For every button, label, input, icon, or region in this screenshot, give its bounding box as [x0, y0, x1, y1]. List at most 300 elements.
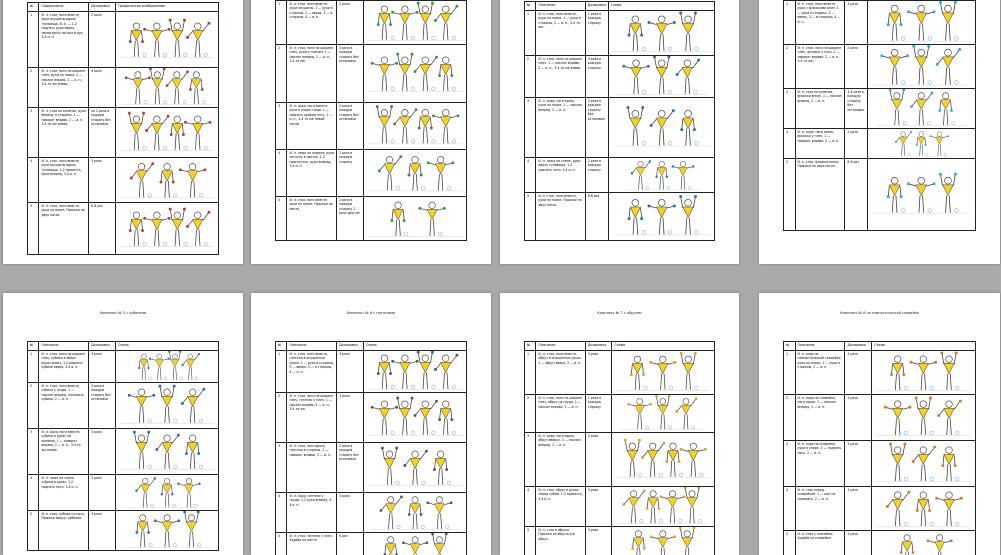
exercise-figure	[650, 356, 677, 390]
exercise-sketch	[612, 433, 714, 486]
exercise-sketch	[872, 351, 975, 394]
row-number: 1	[784, 351, 796, 395]
exercise-figure	[680, 352, 698, 390]
exercise-dosage: 2 раза в каждую сторону без остановки	[337, 443, 364, 493]
exercise-figure	[910, 356, 938, 390]
exercise-sketch	[116, 108, 218, 157]
exercise-figure	[671, 161, 694, 189]
exercise-figure	[381, 447, 400, 485]
exercise-figure	[632, 531, 649, 555]
table-row	[784, 395, 976, 441]
row-number: 4	[28, 158, 39, 203]
column-header: Дозировка	[89, 342, 116, 351]
exercise-sketch	[612, 395, 714, 432]
exercise-figure	[128, 389, 155, 423]
exercise-figure	[417, 2, 436, 40]
exercise-figure	[154, 515, 180, 547]
table-row	[276, 443, 467, 493]
exercise-dosage: 6-8 раз	[89, 203, 116, 255]
row-number: 2	[28, 383, 39, 429]
table-row	[784, 159, 976, 231]
table-row	[525, 98, 715, 158]
exercise-description: И. п. стоя, ноги на ширине плеч. 1 — наклон вправо, 2 — и. п., 3-4 то же влево.	[536, 56, 585, 98]
column-header: Описание	[536, 342, 585, 351]
row-number: 3	[276, 443, 287, 493]
exercise-figure	[881, 49, 910, 84]
exercise-figure	[145, 115, 169, 150]
exercise-figure	[916, 132, 928, 156]
table-row	[28, 108, 219, 158]
exercise-sketch	[612, 527, 714, 555]
exercise-figure	[418, 202, 445, 236]
exercise-figure	[393, 108, 417, 143]
table-row	[276, 1, 467, 45]
exercise-table	[524, 341, 715, 555]
exercise-sketch-cell	[608, 11, 714, 56]
exercise-sketch-cell	[363, 351, 466, 393]
exercise-sketch	[364, 103, 466, 149]
exercise-dosage: 6 раз	[337, 533, 364, 555]
exercise-sketch	[116, 429, 218, 474]
exercise-figure	[432, 109, 459, 143]
table-row	[784, 351, 976, 395]
column-header: Описание	[287, 342, 337, 351]
exercise-figure	[143, 23, 170, 57]
exercise-sketch	[364, 197, 466, 240]
exercise-figure	[149, 354, 170, 380]
table-row	[525, 56, 715, 98]
exercise-description: И. п. сидя, ноги вместе, кубики в руках на коленях. 1 — поворот вправо, 2 — и. п., 3-4 то же влево.	[39, 429, 89, 475]
exercise-sketch-cell	[612, 433, 715, 487]
exercise-figure	[396, 53, 415, 91]
exercise-figure	[408, 497, 425, 529]
exercise-figure	[675, 59, 699, 94]
exercise-sketch	[872, 441, 975, 486]
column-header: Дозировка	[337, 342, 364, 351]
exercise-figure	[391, 355, 418, 389]
row-number: 2	[525, 56, 536, 98]
exercise-figure	[941, 352, 960, 390]
exercise-figure	[426, 497, 452, 529]
exercise-description: И. п. стоя, ноги вместе, кубики у груди. 1 — наклон вперед, положить кубики, 2 — и. п.	[39, 383, 89, 429]
exercise-figure	[133, 431, 152, 469]
exercise-sketch-cell	[363, 1, 466, 45]
column-header: Схема	[612, 342, 715, 351]
exercise-figure	[653, 56, 672, 94]
exercise-sketch	[116, 203, 218, 254]
table-row	[525, 193, 715, 241]
exercise-figure	[128, 112, 147, 150]
row-number: 1	[28, 351, 39, 383]
exercise-description: И. п. стоя, ноги вместе, гантели в опущенных руках. 1 — руки в стороны, 2 — вверх, 3 — в стороны, 4 — и. п.	[287, 351, 337, 393]
exercise-figure	[630, 160, 650, 189]
exercise-figure	[396, 397, 415, 435]
page-header: Комплекс № 7 с обручем	[500, 311, 739, 316]
exercise-figure	[630, 356, 647, 390]
table-row	[784, 89, 976, 129]
table-row	[525, 351, 715, 395]
exercise-figure	[647, 199, 675, 234]
exercise-figure	[407, 156, 425, 190]
exercise-description: И. п. стоя, ноги вместе, руки на поясе. Прыжки на двух ногах.	[39, 203, 89, 255]
row-number: 3	[28, 429, 39, 475]
column-header: Описание	[536, 2, 585, 11]
exercise-figure	[383, 537, 400, 555]
exercise-dosage: 3 раза	[585, 433, 612, 487]
exercise-figure	[431, 533, 449, 555]
table-row	[525, 11, 715, 56]
row-number: 2	[28, 68, 39, 108]
row-number: 4	[28, 475, 39, 511]
exercise-sketch	[116, 511, 218, 550]
table-row	[28, 383, 219, 429]
exercise-figure	[930, 132, 949, 156]
column-header: Дозировка	[585, 2, 608, 11]
row-number: 4	[525, 487, 536, 527]
exercise-sketch	[364, 533, 466, 555]
document-page	[3, 293, 243, 555]
exercise-table	[275, 0, 467, 241]
table-row	[28, 158, 219, 203]
table-row	[784, 441, 976, 487]
exercise-dosage: 2 раза	[89, 12, 116, 68]
row-number: 5	[28, 511, 39, 551]
exercise-sketch	[868, 89, 975, 128]
exercise-figure	[626, 106, 645, 145]
exercise-figure	[433, 451, 451, 485]
column-header: Графическое изображение	[115, 3, 218, 12]
exercise-description: И. п. лежа на животе, руки согнуты в локтях. 1-2 прогнуться, руки вперед, 3-4 и. п.	[287, 150, 337, 197]
exercise-figure	[887, 5, 905, 40]
exercise-sketch-cell	[363, 103, 466, 150]
exercise-sketch-cell	[363, 197, 466, 241]
exercise-dosage: 3 раза	[845, 531, 872, 555]
exercise-figure	[413, 56, 437, 91]
exercise-sketch-cell	[363, 393, 466, 443]
exercise-sketch	[116, 351, 218, 382]
exercise-figure	[185, 435, 203, 469]
row-number: 1	[525, 351, 536, 395]
table-header-row	[525, 342, 715, 351]
exercise-figure	[676, 397, 698, 429]
exercise-figure	[417, 351, 436, 389]
document-page	[251, 0, 491, 264]
table-row	[28, 429, 219, 475]
exercise-dosage: 2 раза в каждую сторону без остановки	[337, 103, 364, 150]
exercise-sketch-cell	[872, 441, 976, 487]
exercise-figure	[927, 535, 953, 555]
document-page	[500, 0, 739, 264]
exercise-sketch-cell	[363, 443, 466, 493]
table-row	[784, 1, 976, 45]
exercise-figure	[438, 57, 456, 91]
exercise-dosage: 3 раза	[845, 351, 872, 395]
exercise-dosage: 4 раза	[89, 68, 116, 108]
exercise-figure	[646, 491, 663, 523]
table-row	[28, 351, 219, 383]
exercise-description: И. п. стоя у скамейки. Ходьба по скамейке.	[795, 531, 845, 555]
exercise-sketch	[609, 98, 714, 157]
table-row	[276, 150, 467, 197]
exercise-sketch-cell	[115, 383, 218, 429]
exercise-dosage: 3 раза	[337, 351, 364, 393]
exercise-figure	[377, 6, 395, 40]
row-number: 2	[276, 393, 287, 443]
exercise-figure	[434, 5, 458, 40]
exercise-description: И. п. стоя, ноги вместе, руки на поясе. 1 — руки в стороны, 2 — и. п., 3-4 то же.	[536, 11, 585, 56]
exercise-figure	[655, 161, 670, 189]
exercise-figure	[627, 199, 645, 234]
exercise-sketch-cell	[868, 45, 976, 89]
exercise-figure	[130, 162, 154, 197]
exercise-description: И. п. стоя, ноги вместе, обруч в опущенных руках. 1 — обруч вверх, 2 — и. п.	[536, 351, 585, 395]
exercise-description: И. п. стоя, ноги на ширине плеч, гантели у плеч. 1 — наклон вправо, 2 — и. п., 3-4 то же.	[287, 393, 337, 443]
table-row	[28, 68, 219, 108]
exercise-sketch-cell	[612, 487, 715, 527]
exercise-figure	[169, 208, 188, 246]
exercise-figure	[886, 491, 910, 526]
exercise-sketch	[364, 351, 466, 392]
exercise-figure	[913, 45, 932, 85]
exercise-description: И. п. стоя, кубики на полу. Прыжки вокруг кубиков.	[39, 511, 89, 551]
exercise-figure	[413, 400, 437, 435]
exercise-sketch-cell	[612, 351, 715, 395]
exercise-description: И. п. стоя в обруче. Прыжки из обруча и в обруч.	[536, 527, 585, 555]
exercise-figure	[623, 490, 646, 524]
exercise-figure	[149, 68, 167, 104]
exercise-figure	[938, 400, 962, 435]
exercise-figure	[649, 109, 674, 145]
exercise-sketch	[868, 159, 975, 230]
exercise-sketch-cell	[868, 129, 976, 159]
exercise-figure	[129, 212, 147, 246]
exercise-figure	[390, 202, 408, 236]
exercise-figure	[907, 177, 936, 212]
exercise-sketch	[364, 150, 466, 196]
table-row	[276, 45, 467, 103]
exercise-sketch-cell	[872, 487, 976, 531]
exercise-sketch	[872, 531, 975, 555]
exercise-figure	[911, 92, 934, 126]
table-row	[28, 12, 219, 68]
exercise-figure	[379, 496, 402, 530]
column-header: №	[784, 342, 796, 351]
row-number: 2	[784, 395, 796, 441]
exercise-description: И. п. стоя, обруч в руках перед собой. 1-2 присесть, 3-4 и. п.	[536, 487, 585, 527]
document-page	[759, 0, 1000, 264]
exercise-figure	[889, 89, 907, 125]
exercise-figure	[166, 71, 189, 105]
exercise-dosage: 3 раза	[585, 351, 612, 395]
row-number: 2	[525, 395, 536, 433]
exercise-dosage: 3 раза	[585, 527, 612, 555]
exercise-dosage: 3 раза в каждую сторону без остановки	[89, 383, 116, 429]
exercise-description: И. п. стоя, ноги вместе, руки на поясе. Прыжки на двух ногах.	[536, 193, 585, 241]
table-row	[525, 158, 715, 193]
exercise-figure	[183, 511, 201, 547]
exercise-figure	[135, 477, 156, 507]
column-header: Содержание	[39, 3, 89, 12]
exercise-sketch-cell	[115, 68, 218, 108]
table-row	[276, 351, 467, 393]
exercise-dosage: 3-4 раза в каждую сторону без остановки	[845, 89, 868, 129]
exercise-figure	[179, 163, 206, 197]
exercise-figure	[170, 116, 188, 150]
column-header: №	[525, 2, 536, 11]
exercise-figure	[650, 531, 676, 555]
exercise-sketch-cell	[115, 475, 218, 511]
exercise-figure	[125, 72, 151, 104]
exercise-dosage: 2 раза в каждую сторону	[585, 395, 612, 433]
row-number: 1	[276, 351, 287, 393]
exercise-description: И. п. сидя, гантели у груди. 1-2 руки вперед, 3-4 и. п.	[287, 493, 337, 533]
exercise-dosage: 2 раза в каждую сторону	[337, 150, 364, 197]
exercise-sketch	[116, 68, 218, 107]
exercise-sketch-cell	[868, 1, 976, 45]
exercise-dosage: 2 раза в каждую сторону	[585, 158, 608, 193]
exercise-sketch-cell	[115, 429, 218, 475]
exercise-sketch	[364, 443, 466, 492]
row-number: 4	[784, 487, 796, 531]
exercise-figure	[895, 131, 912, 156]
exercise-figure	[371, 57, 398, 91]
exercise-figure	[660, 491, 686, 523]
exercise-figure	[679, 527, 697, 555]
page-header: Комплекс № 8 на гимнастической скамейке	[759, 311, 1000, 316]
exercise-dosage: 2 раза	[845, 129, 868, 159]
exercise-figure	[900, 535, 917, 555]
exercise-sketch	[609, 193, 714, 240]
row-number: 5	[276, 197, 287, 241]
exercise-sketch	[609, 56, 714, 97]
column-header: Схема	[115, 342, 218, 351]
row-number: 1	[276, 1, 287, 45]
exercise-figure	[915, 397, 934, 435]
exercise-description: И. п. стоя, ноги вместе, руки опущены вдоль туловища, В. и. — 1-2 поднять руки вверх, посмотреть на кисти рук, 3-4 и. п.	[39, 12, 89, 68]
exercise-figure	[916, 492, 934, 526]
exercise-figure	[158, 385, 177, 423]
table-row	[525, 487, 715, 527]
exercise-sketch-cell	[363, 533, 466, 555]
exercise-sketch	[364, 1, 466, 44]
table-row	[28, 475, 219, 511]
exercise-description: И. п. стоя, ноги на ширине плеч, кубики в обеих руках внизу. 1-2 поднять кубики вверх, 3-4 и. п.	[39, 351, 89, 383]
exercise-description: И. п. стоя, ноги врозь, гантели в стороны. 1 — поворот вправо, 2 — и. п.	[287, 443, 337, 493]
exercise-description: И. п. стоя, ноги на ширине плеч, руки на поясе. 1 — наклон вправо, 2 — и. п., 3-4 то же влево.	[39, 68, 89, 108]
column-header: Дозировка	[89, 3, 116, 12]
exercise-sketch-cell	[612, 395, 715, 433]
exercise-figure	[186, 211, 210, 246]
table-header-row	[276, 342, 467, 351]
exercise-sketch	[116, 475, 218, 510]
exercise-sketch	[609, 158, 714, 192]
exercise-description: И. п. стоя, ноги на ширине плеч, руки к плечам. 1 — наклон вперед, 2 — и. п., 3-4 то же.	[287, 45, 337, 103]
exercise-sketch-cell	[608, 98, 714, 158]
table-row	[784, 45, 976, 89]
exercise-description: И. п. сидя на скамейке, руки в упоре. 1 — поднять ноги, 2 — и. п.	[795, 441, 845, 487]
exercise-description: И. п. стоя, ноги на ширине плеч, флажки у плеч. 1 — поворот вправо, 2 — и. п., 3-4 то же.	[795, 45, 845, 89]
exercise-description: И. п. сидя на скамейке, ноги врозь. 1 — наклон вперед, 2 — и. п.	[795, 395, 845, 441]
exercise-dosage: 3 раза	[89, 429, 116, 475]
exercise-description: И. п. сидя, ноги врозь, обруч вверху. 1 — наклон вперед, 2 — и. п.	[536, 433, 585, 487]
row-number: 3	[525, 98, 536, 158]
exercise-dosage: 2 раза в каждую сторону 2 раза другую	[337, 197, 364, 241]
exercise-figure	[890, 356, 908, 390]
exercise-figure	[189, 72, 206, 104]
exercise-description: И. п. стоя, ноги вместе, руки на поясе. Прыжки на месте.	[287, 197, 337, 241]
exercise-figure	[887, 177, 905, 212]
exercise-sketch	[609, 11, 714, 55]
exercise-sketch	[116, 158, 218, 202]
exercise-figure	[427, 156, 454, 190]
exercise-sketch-cell	[115, 351, 218, 383]
row-number: 3	[276, 103, 287, 150]
exercise-figure	[680, 110, 698, 145]
document-page	[251, 293, 491, 555]
column-header: Схема	[363, 342, 466, 351]
exercise-dosage: 3 раза в каждую сторону без остановки	[585, 98, 608, 158]
exercise-figure	[418, 109, 436, 143]
exercise-dosage: 3 раза	[89, 351, 116, 383]
exercise-dosage: 3 раза	[337, 393, 364, 443]
exercise-dosage: 3 раза в каждую сторону	[585, 56, 608, 98]
exercise-sketch	[868, 45, 975, 88]
exercise-figure	[186, 22, 210, 57]
document-page	[759, 293, 1000, 555]
table-row	[28, 203, 219, 255]
exercise-figure	[912, 446, 936, 481]
exercise-description: И. п. сидя, ноги врозь, флажки у плеч. 1 — поворот вправо, 2 — и. п.	[795, 129, 845, 159]
exercise-figure	[939, 173, 958, 213]
row-number: 1	[525, 11, 536, 56]
exercise-figure	[624, 439, 642, 477]
exercise-figure	[135, 515, 152, 547]
exercise-sketch	[116, 12, 218, 67]
exercise-figure	[628, 399, 653, 430]
exercise-figure	[627, 16, 645, 51]
exercise-sketch	[364, 45, 466, 102]
exercise-figure	[684, 487, 702, 523]
exercise-figure	[129, 23, 147, 57]
exercise-table	[783, 341, 976, 555]
exercise-figure	[143, 212, 170, 246]
exercise-sketch-cell	[868, 89, 976, 129]
table-row	[784, 487, 976, 531]
row-number: 4	[784, 129, 796, 159]
exercise-figure	[641, 442, 665, 477]
row-number: 5	[784, 159, 796, 231]
column-header: Дозировка	[585, 342, 612, 351]
row-number: 4	[525, 158, 536, 193]
exercise-figure	[679, 195, 698, 234]
row-number: 1	[784, 1, 796, 45]
exercise-dosage: 6-8 раз	[585, 193, 608, 241]
exercise-figure	[680, 443, 707, 477]
exercise-sketch-cell	[363, 493, 466, 533]
exercise-figure	[939, 1, 958, 41]
table-row	[276, 103, 467, 150]
exercise-sketch	[364, 493, 466, 532]
exercise-figure	[155, 434, 179, 469]
column-header: Схема	[872, 342, 976, 351]
exercise-description: И. п. стоя, гантели у плеч. Ходьба на месте.	[287, 533, 337, 555]
column-header: Дозировка	[845, 342, 872, 351]
exercise-figure	[376, 105, 395, 143]
exercise-figure	[939, 93, 956, 125]
column-header: Схема	[608, 2, 714, 11]
exercise-dosage: 3 раза	[89, 511, 116, 551]
column-header: Описание	[39, 342, 89, 351]
